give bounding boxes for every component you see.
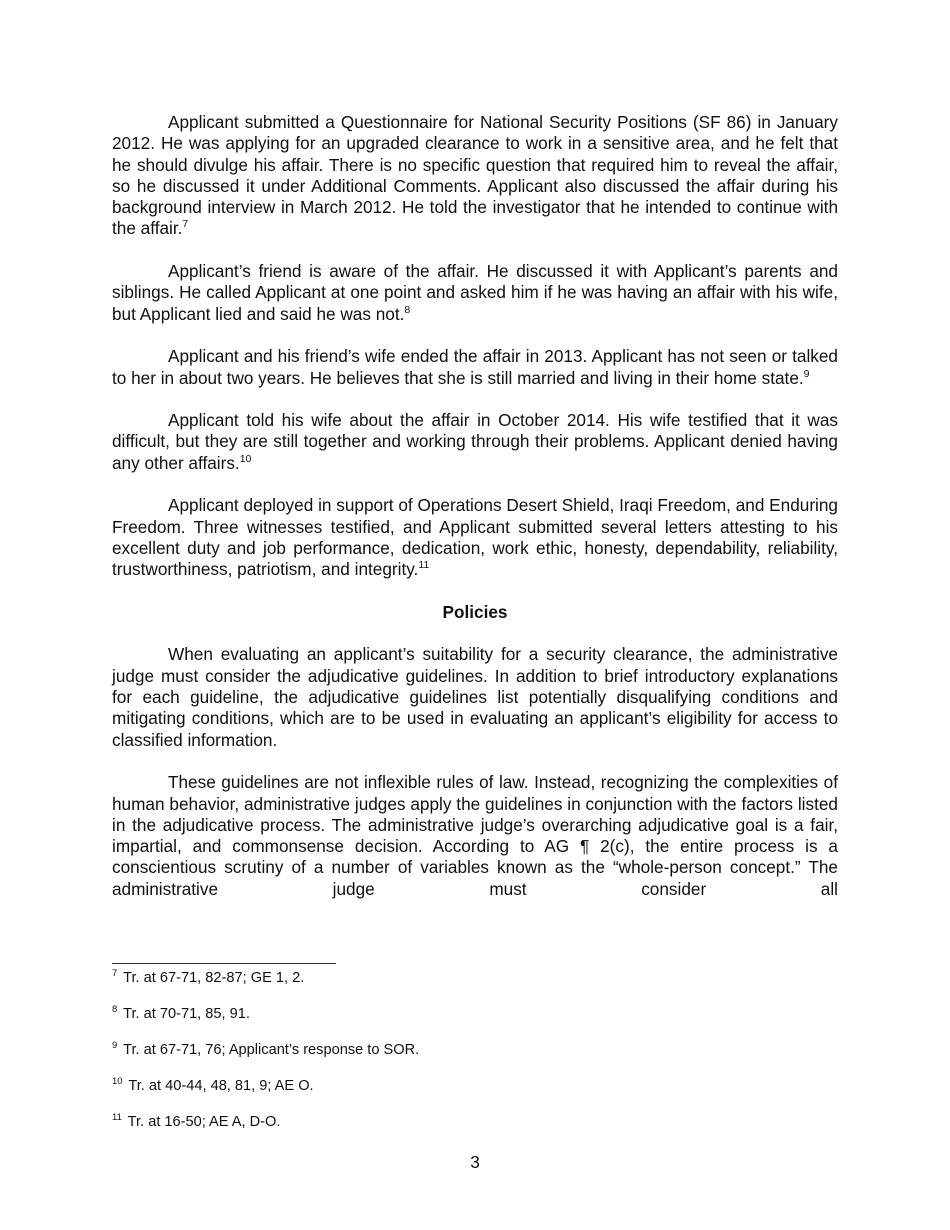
paragraph-text: Applicant’s friend is aware of the affair. He discussed it with Applicant’s parents and siblings. He called Applicant at one point and asked him if he was having an affair with his wife, but Applicant lied and said he was not. — [112, 261, 838, 324]
paragraph-guidelines-not-inflexible: These guidelines are not inflexible rules of law. Instead, recognizing the complexities of human behavior, administrative judges apply the guidelines in conjunction with the factors listed in the adjudicative process. The administrative judge’s overarching adjudicative goal is a fair, impartial, and commonsense decision. According to AG ¶ 2(c), the entire process is a conscientious scrutiny of a number of variables known as the “whole-person concept.” The administrative judge must consider all — [112, 772, 838, 899]
footnote-number: 8 — [112, 1004, 118, 1015]
footnote-number: 9 — [112, 1040, 118, 1051]
paragraph-text: Applicant and his friend’s wife ended the affair in 2013. Applicant has not seen or talked to her in about two years. He believes that she is still married and living in their home state. — [112, 346, 838, 388]
paragraph-friend-aware — [112, 261, 838, 325]
paragraph-text: Applicant deployed in support of Operations Desert Shield, Iraqi Freedom, and Enduring Freedom. Three witnesses testified, and Applicant submitted several letters attesting to his excellent duty and job performance, dedication, work ethic, honesty, dependability, reliability, trustworthiness, patriotism, and integrity. — [112, 495, 838, 580]
footnote-number: 7 — [112, 968, 118, 979]
body-text — [112, 112, 838, 900]
footnote-reference: 10 — [239, 452, 252, 465]
footnote-9 — [112, 1040, 838, 1060]
footnote-text: Tr. at 40-44, 48, 81, 9; AE O. — [128, 1078, 314, 1094]
footnote-10 — [112, 1076, 838, 1096]
footnote-number: 11 — [112, 1112, 122, 1123]
page-number: 3 — [470, 1152, 480, 1172]
paragraph-affair-ended — [112, 346, 838, 389]
footnote-reference: 8 — [404, 303, 411, 316]
paragraph-evaluating-suitability: When evaluating an applicant’s suitability for a security clearance, the administrative judge must consider the adjudicative guidelines. In addition to brief introductory explanations for each guideline, the adjudicative guidelines list potentially disqualifying conditions and mitigating conditions, which are to be used in evaluating an applicant’s eligibility for access to classified information. — [112, 644, 838, 750]
footnote-separator — [112, 963, 336, 964]
footnote-reference: 7 — [182, 218, 189, 231]
footnote-11 — [112, 1112, 838, 1132]
footnote-8 — [112, 1004, 838, 1024]
footnote-reference: 11 — [418, 559, 430, 572]
footnote-reference: 9 — [803, 367, 810, 380]
footnote-text: Tr. at 16-50; AE A, D-O. — [127, 1114, 281, 1130]
paragraph-sf86 — [112, 112, 838, 240]
footnote-text: Tr. at 67-71, 82-87; GE 1, 2. — [123, 970, 305, 986]
footnote-text: Tr. at 67-71, 76; Applicant’s response to SOR. — [123, 1042, 420, 1058]
section-heading-policies: Policies — [442, 601, 508, 622]
footnote-text: Tr. at 70-71, 85, 91. — [123, 1006, 250, 1022]
footnote-7 — [112, 968, 838, 988]
paragraph-text: Applicant submitted a Questionnaire for National Security Positions (SF 86) in January 2012. He was applying for an upgraded clearance to work in a sensitive area, and he felt that he should divulge his affair. There is no specific question that required him to reveal the affair, so he discussed it under Additional Comments. Applicant also discussed the affair during his background interview in March 2012. He told the investigator that he intended to continue with the affair. — [112, 112, 838, 239]
footnotes — [112, 968, 838, 1148]
paragraph-deployments — [112, 495, 838, 580]
paragraph-told-wife — [112, 410, 838, 474]
paragraph-text: Applicant told his wife about the affair in October 2014. His wife testified that it was difficult, but they are still together and working through their problems. Applicant denied having any other affairs. — [112, 410, 838, 473]
footnote-number: 10 — [112, 1076, 123, 1087]
